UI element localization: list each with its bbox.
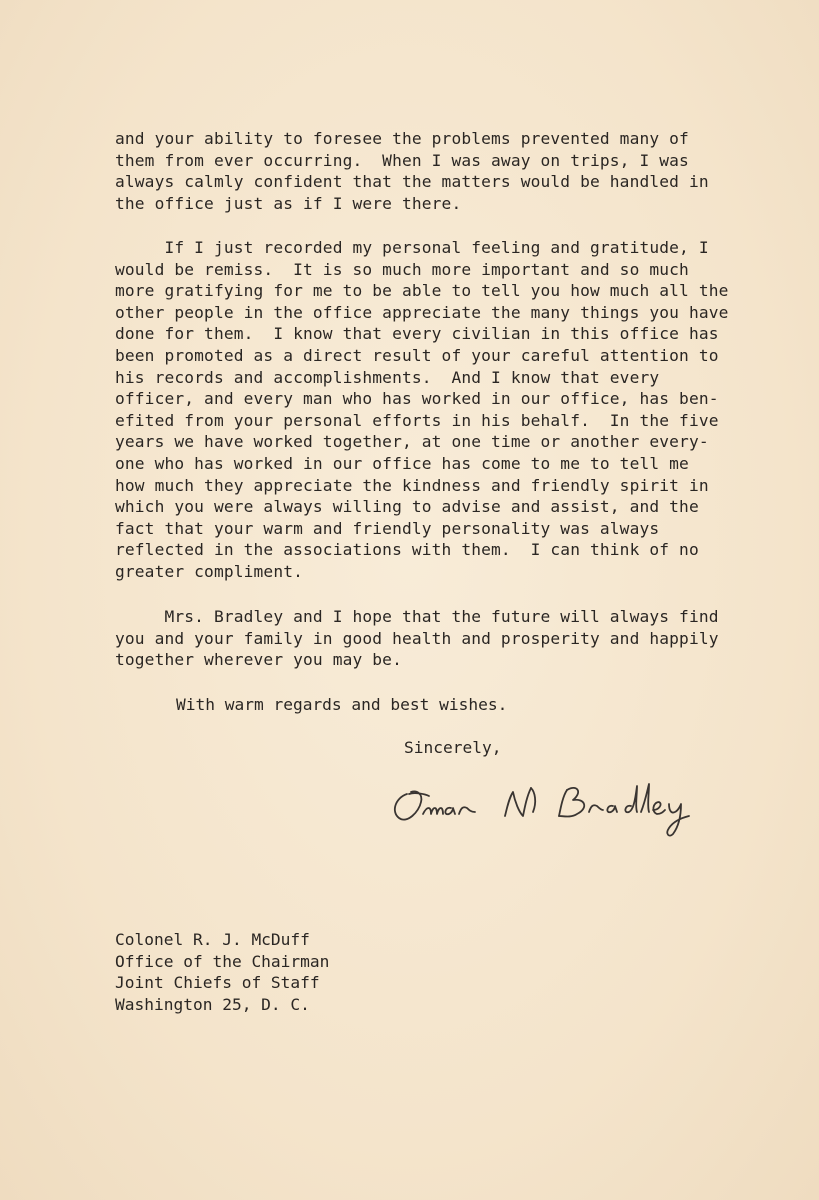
text-line: you and your family in good health and prosperity and happily bbox=[115, 628, 719, 648]
text-line: which you were always willing to advise and assist, and the bbox=[115, 497, 699, 517]
text-line: other people in the office appreciate the many things you have bbox=[115, 302, 729, 322]
text-line: greater compliment. bbox=[115, 561, 304, 581]
text-line: them from ever occurring. When I was away on trips, I was bbox=[115, 150, 689, 170]
paragraph-1 bbox=[115, 128, 715, 214]
address-line: Joint Chiefs of Staff bbox=[115, 973, 320, 993]
text-line: more gratifying for me to be able to tell you how much all the bbox=[115, 281, 729, 301]
signoff: Sincerely, bbox=[404, 738, 502, 757]
paragraph-2 bbox=[115, 237, 729, 583]
text-line: officer, and every man who has worked in our office, has ben- bbox=[115, 389, 719, 409]
text-line: one who has worked in our office has come to me to tell me bbox=[115, 453, 689, 473]
text-line: would be remiss. It is so much more important and so much bbox=[115, 259, 689, 279]
text-line: his records and accomplishments. And I know that every bbox=[115, 367, 660, 387]
text-line: done for them. I know that every civilian in this office has bbox=[115, 324, 719, 344]
text-line: Mrs. Bradley and I hope that the future will always find bbox=[115, 607, 719, 626]
address-line: Colonel R. J. McDuff bbox=[115, 930, 310, 949]
text-line: and your ability to foresee the problems prevented many of bbox=[115, 129, 689, 148]
closing-line: With warm regards and best wishes. bbox=[176, 695, 508, 714]
paragraph-3 bbox=[115, 606, 719, 671]
text-line: years we have worked together, at one time or another every- bbox=[115, 432, 709, 452]
text-line: fact that your warm and friendly personality was always bbox=[115, 518, 660, 538]
text-line: been promoted as a direct result of your careful attention to bbox=[115, 345, 719, 365]
recipient-address bbox=[115, 929, 329, 1015]
text-line: the office just as if I were there. bbox=[115, 193, 462, 213]
text-line: together wherever you may be. bbox=[115, 650, 402, 670]
address-line: Washington 25, D. C. bbox=[115, 994, 310, 1014]
text-line: always calmly confident that the matters would be handled in bbox=[115, 172, 709, 192]
address-line: Office of the Chairman bbox=[115, 951, 330, 971]
signature bbox=[385, 772, 725, 852]
text-line: how much they appreciate the kindness and friendly spirit in bbox=[115, 475, 709, 495]
text-line: efited from your personal efforts in his behalf. In the five bbox=[115, 410, 719, 430]
text-line: If I just recorded my personal feeling and gratitude, I bbox=[115, 238, 709, 257]
text-line: reflected in the associations with them. I can think of no bbox=[115, 540, 699, 560]
